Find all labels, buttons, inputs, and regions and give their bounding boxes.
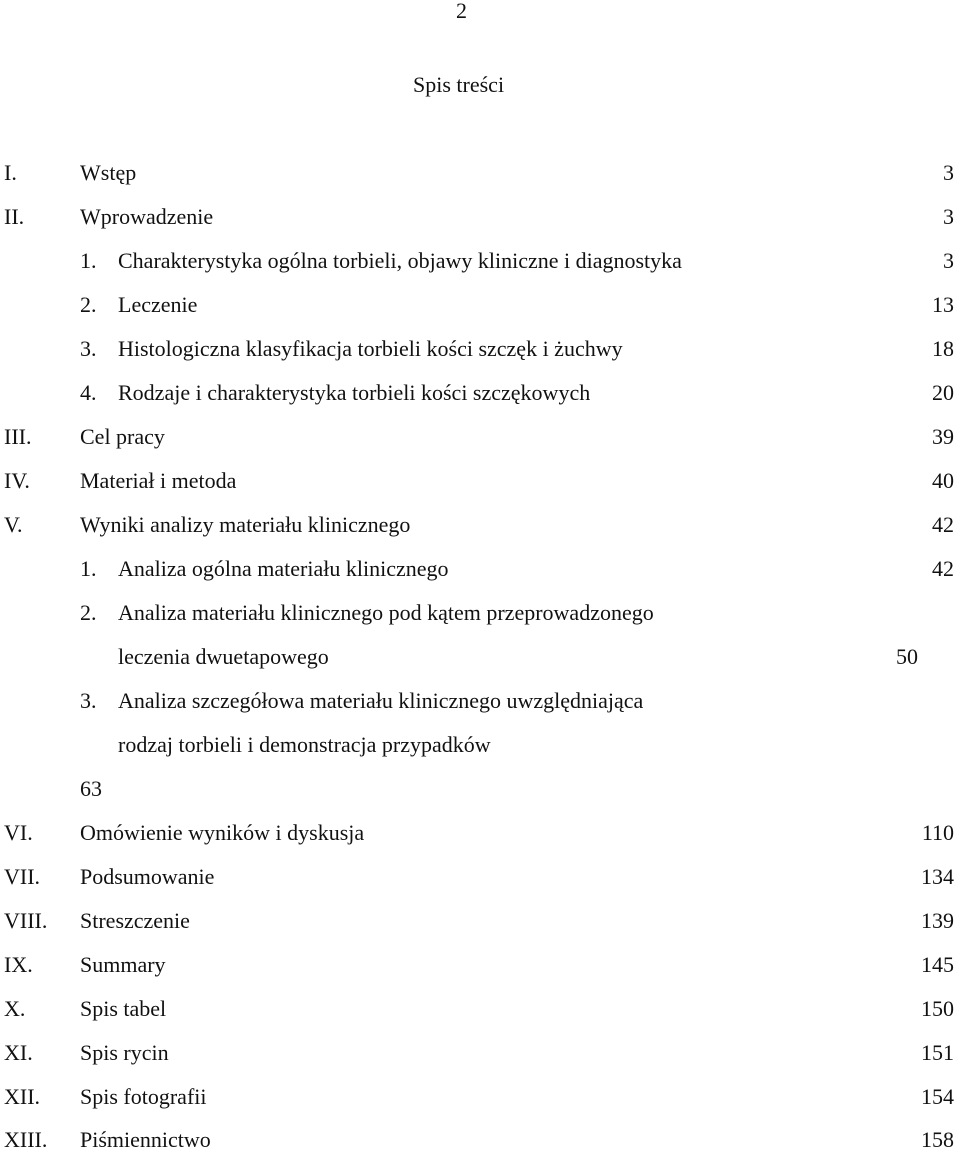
- toc-title: Wyniki analizy materiału klinicznego: [80, 512, 411, 537]
- toc-page: 145: [921, 952, 954, 977]
- toc-page: 150: [921, 996, 954, 1021]
- toc-page: 139: [921, 908, 954, 933]
- toc-number: V.: [4, 512, 23, 537]
- toc-page: 154: [921, 1084, 954, 1109]
- toc-number: III.: [4, 424, 32, 449]
- toc-number: XII.: [4, 1084, 41, 1109]
- toc-subtitle: Analiza ogólna materiału klinicznego: [118, 556, 449, 581]
- toc-page: 134: [921, 864, 954, 889]
- toc-subtitle: Leczenie: [118, 292, 198, 317]
- toc-title: Streszczenie: [80, 908, 190, 933]
- toc-number: I.: [4, 160, 17, 185]
- page-title: Spis treści: [413, 72, 505, 97]
- toc-page: 3: [943, 160, 954, 185]
- toc-page: 40: [932, 468, 954, 493]
- toc-page: 110: [921, 820, 954, 845]
- toc-title: Podsumowanie: [80, 864, 215, 889]
- toc-title: Omówienie wyników i dyskusja: [80, 820, 365, 845]
- toc-page: 13: [932, 292, 954, 317]
- toc-title: Piśmiennictwo: [80, 1127, 211, 1152]
- page-number: 2: [456, 0, 467, 23]
- toc-page: 42: [932, 512, 954, 537]
- toc-title: Spis tabel: [80, 996, 167, 1021]
- toc-page: 158: [921, 1127, 954, 1152]
- toc-page: 39: [932, 424, 954, 449]
- toc-title: Materiał i metoda: [80, 468, 237, 493]
- toc-number: VIII.: [4, 908, 48, 933]
- toc-page: 20: [932, 380, 954, 405]
- toc-number: XIII.: [4, 1127, 48, 1152]
- toc-subnumber: 4.: [80, 380, 97, 405]
- toc-subtitle: Charakterystyka ogólna torbieli, objawy kliniczne i diagnostyka: [118, 248, 682, 273]
- toc-number: VII.: [4, 864, 41, 889]
- toc-subnumber: 3.: [80, 336, 97, 361]
- toc-subnumber: 1.: [80, 556, 97, 581]
- toc-subtitle: Analiza materiału klinicznego pod kątem przeprowadzonego: [118, 600, 654, 625]
- toc-subtitle-continuation: rodzaj torbieli i demonstracja przypadków: [118, 732, 491, 757]
- toc-page: 3: [943, 248, 954, 273]
- toc-number: VI.: [4, 820, 33, 845]
- toc-title: Spis rycin: [80, 1040, 169, 1065]
- toc-page: 42: [932, 556, 954, 581]
- toc-subtitle: Histologiczna klasyfikacja torbieli kości szczęk i żuchwy: [118, 336, 623, 361]
- toc-subtitle: Analiza szczegółowa materiału klinicznego uwzględniająca: [118, 688, 644, 713]
- toc-title: Wstęp: [80, 160, 137, 185]
- toc-number: X.: [4, 996, 26, 1021]
- toc-subtitle-continuation: leczenia dwuetapowego: [118, 644, 329, 669]
- toc-title: Wprowadzenie: [80, 204, 214, 229]
- toc-title: Cel pracy: [80, 424, 165, 449]
- toc-subnumber: 1.: [80, 248, 97, 273]
- toc-subnumber: 2.: [80, 292, 97, 317]
- toc-number: IV.: [4, 468, 30, 493]
- toc-number: XI.: [4, 1040, 33, 1065]
- toc-title: Spis fotografii: [80, 1084, 207, 1109]
- toc-page: 3: [943, 204, 954, 229]
- toc-subtitle: Rodzaje i charakterystyka torbieli kości szczękowych: [118, 380, 591, 405]
- toc-subnumber: 2.: [80, 600, 97, 625]
- toc-subnumber: 3.: [80, 688, 97, 713]
- toc-page: 18: [932, 336, 954, 361]
- toc-page: 50: [896, 644, 918, 669]
- toc-title: Summary: [80, 952, 166, 977]
- toc-number: IX.: [4, 952, 33, 977]
- toc-page: 63: [80, 776, 102, 801]
- toc-number: II.: [4, 204, 25, 229]
- toc-page: 151: [921, 1040, 954, 1065]
